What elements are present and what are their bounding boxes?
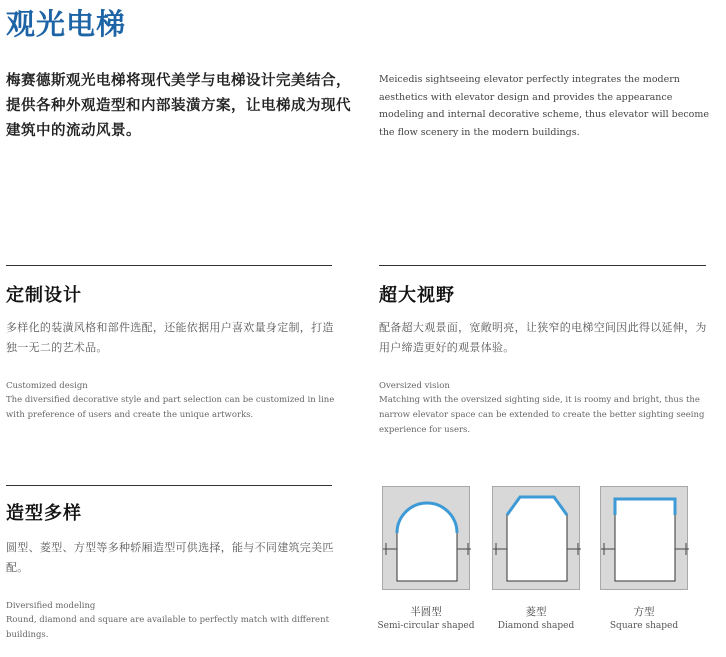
diamond-cabin-icon bbox=[492, 486, 580, 590]
section-subtitle-custom-en: Customized design bbox=[6, 381, 88, 391]
section-subtitle-vision-en: Oversized vision bbox=[379, 381, 450, 391]
section-text-vision-cn: 配备超大观景面，宽敞明亮，让狭窄的电梯空间因此得以延伸，为用户缔造更好的观景体验。 bbox=[379, 321, 707, 354]
square-cabin-icon bbox=[600, 486, 688, 590]
shape-caption-cn: 菱型 bbox=[525, 606, 547, 618]
intro-english: Meicedis sightseeing elevator perfectly integrates the modern aesthetics with elevator design and provides the appearance modeling and internal decorative scheme, thus elevator will become the flow scenery in the modern buildings. bbox=[379, 74, 710, 138]
section-divider bbox=[6, 265, 332, 266]
section-title-vision: 超大视野 bbox=[379, 285, 455, 306]
section-divider bbox=[379, 265, 706, 266]
shape-caption-cn: 半圆型 bbox=[410, 606, 442, 618]
section-text-modeling-cn: 圆型、菱型、方型等多种轿厢造型可供选择，能与不同建筑完美匹配。 bbox=[6, 541, 334, 574]
page-title: 观光电梯 bbox=[6, 7, 127, 41]
section-text-custom-cn: 多样化的装潢风格和部件选配，还能依据用户喜欢量身定制，打造独一无二的艺术品。 bbox=[6, 321, 334, 354]
shape-figure-diamond bbox=[492, 486, 580, 590]
section-text-custom-en: The diversified decorative style and part selection can be customized in line with preference of users and create the unique artworks. bbox=[6, 395, 335, 420]
semicircle-cabin-icon bbox=[382, 486, 470, 590]
shape-figure-semicircle bbox=[382, 486, 470, 590]
section-text-modeling-en: Round, diamond and square are available to perfectly match with different buildings. bbox=[6, 615, 329, 640]
section-subtitle-modeling-en: Diversified modeling bbox=[6, 601, 96, 611]
section-title-modeling: 造型多样 bbox=[6, 503, 82, 524]
intro-chinese: 梅赛德斯观光电梯将现代美学与电梯设计完美结合，提供各种外观造型和内部装潢方案，让电梯成为现代建筑中的流动风景。 bbox=[6, 72, 351, 139]
shape-figure-square bbox=[600, 486, 688, 590]
section-title-custom: 定制设计 bbox=[6, 285, 82, 306]
shape-caption-en: Diamond shaped bbox=[497, 621, 575, 631]
shape-caption-en: Square shaped bbox=[609, 621, 679, 631]
shape-caption-cn: 方型 bbox=[633, 606, 655, 618]
shape-caption-en: Semi-circular shaped bbox=[377, 621, 475, 631]
section-divider bbox=[6, 485, 332, 486]
section-text-vision-en: Matching with the oversized sighting side, it is roomy and bright, thus the narrow elevator space can be extended to create the better sighting seeing experience for users. bbox=[379, 395, 705, 435]
